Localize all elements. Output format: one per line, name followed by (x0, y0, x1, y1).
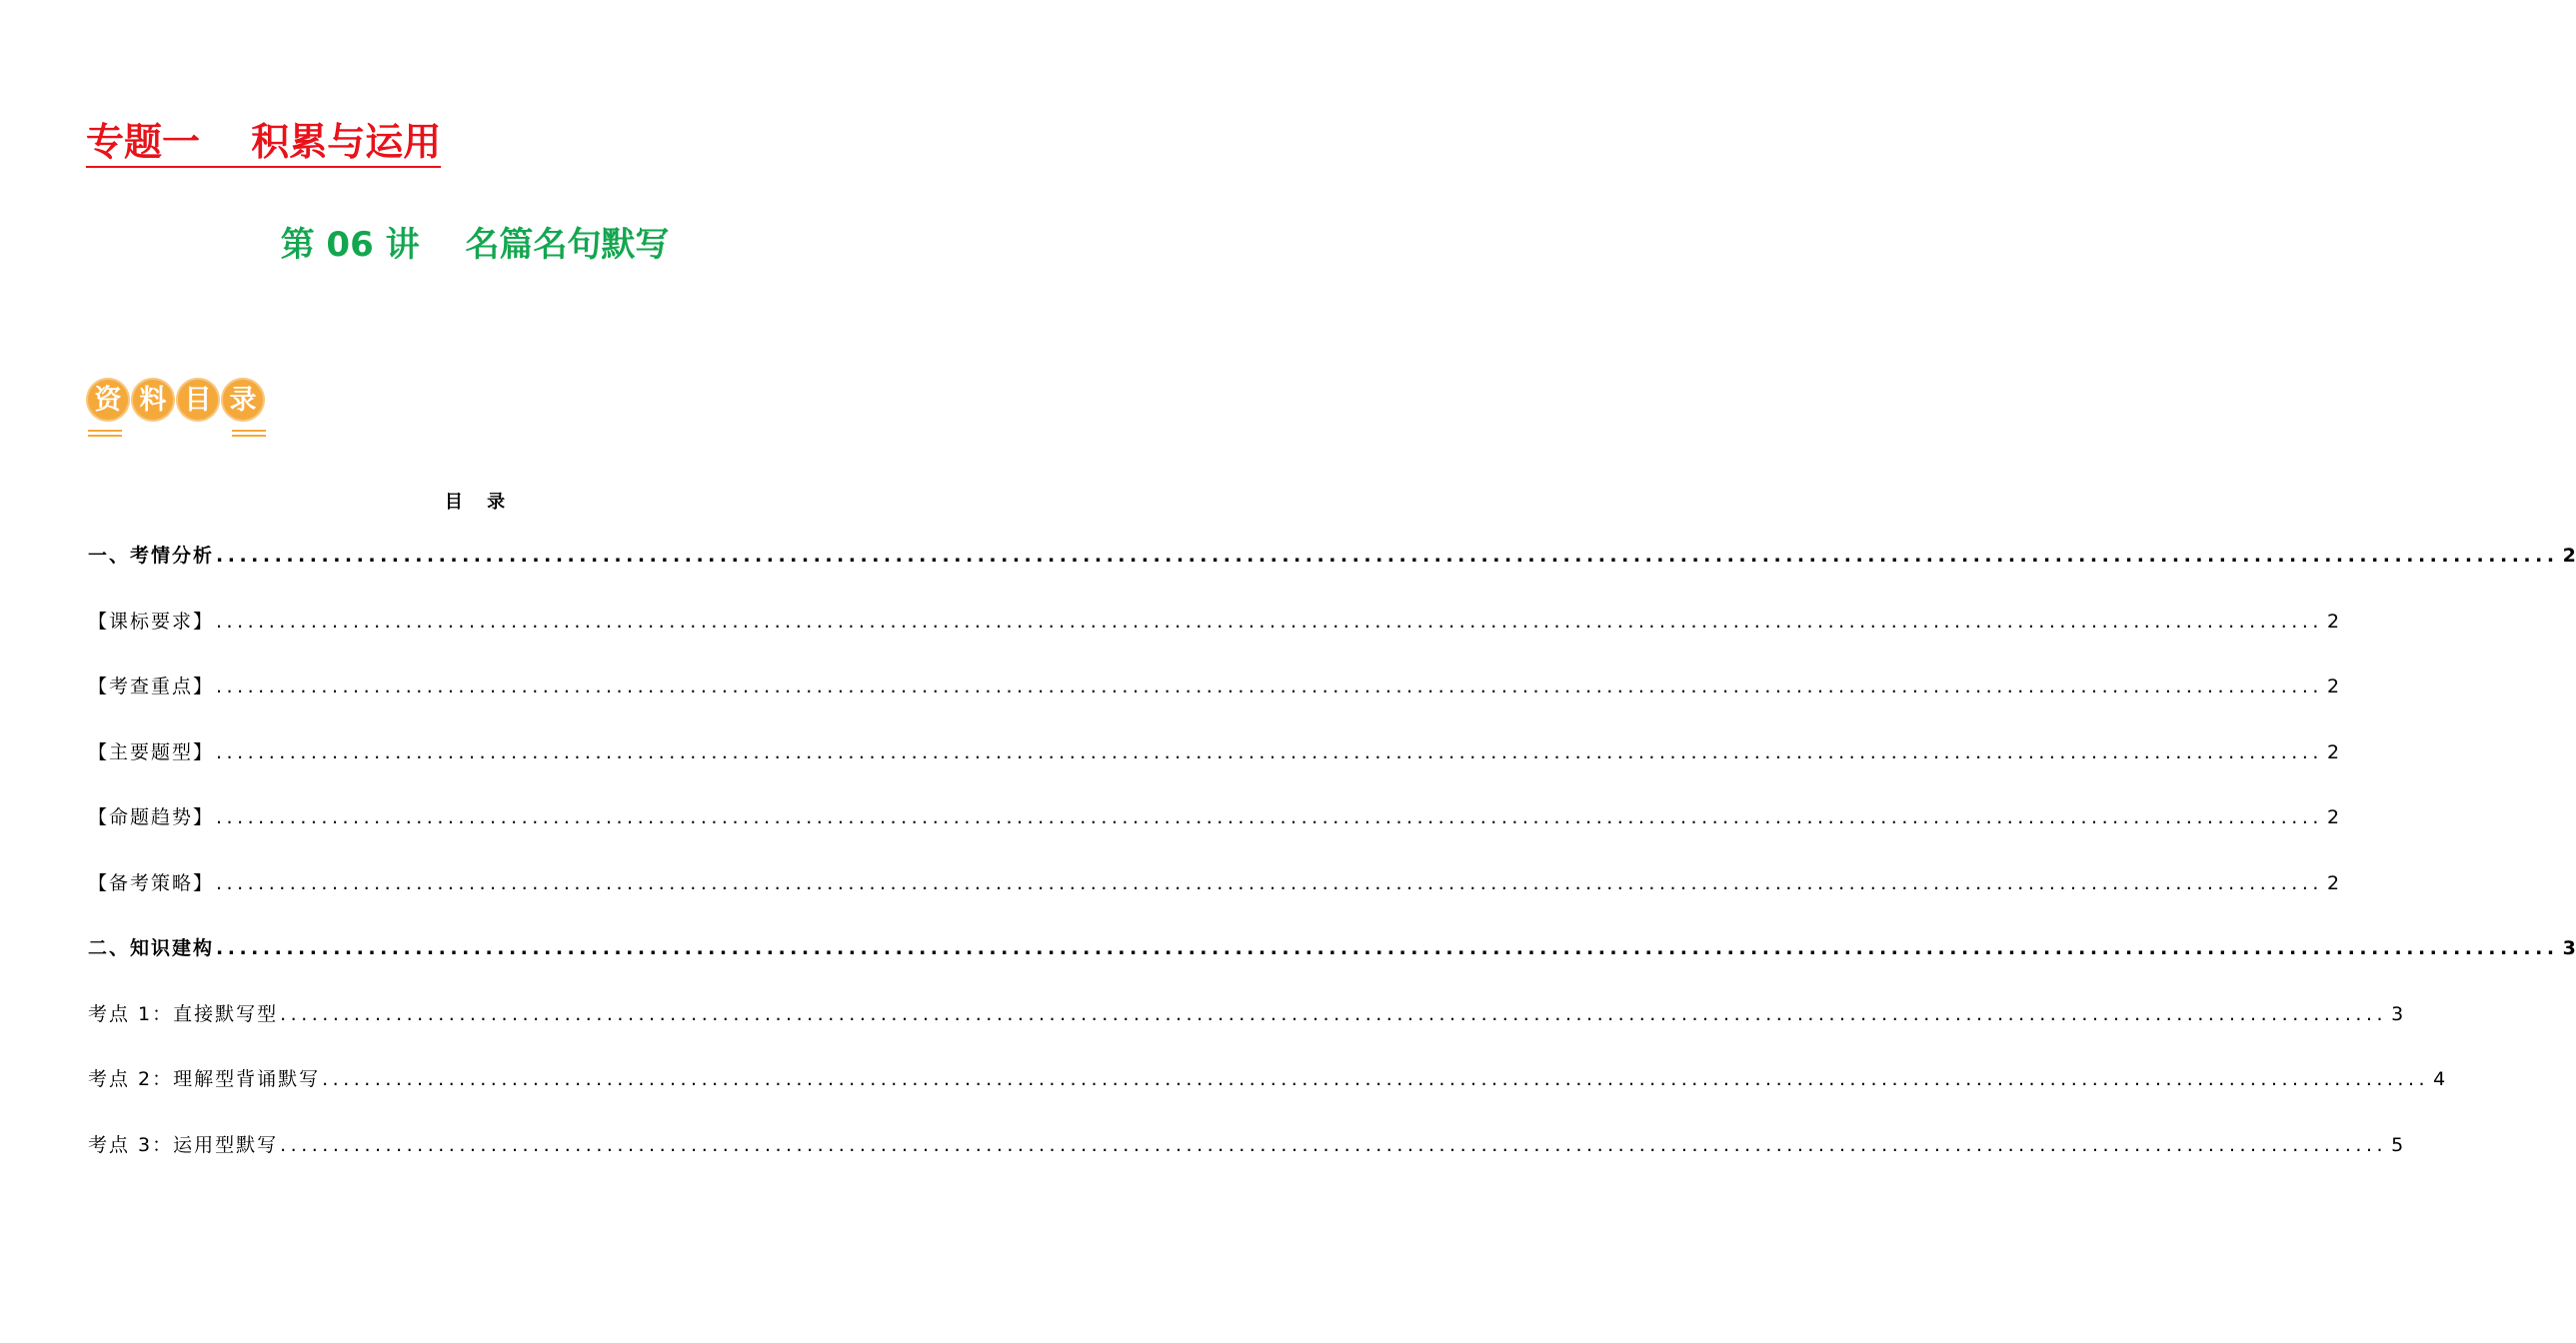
toc-entry[interactable] (88, 994, 2404, 1028)
toc-dot-leader: ........................................................................................................................................................................................................ (322, 1068, 2430, 1090)
toc-entry-label: 【备考策略】 (88, 872, 215, 894)
toc-entry-page: 2 (2326, 741, 2340, 763)
toc-dot-leader: ........................................................................................................................................................................................................ (216, 741, 2323, 763)
lecture-title: 第 06 讲 名篇名句默写 (280, 225, 670, 265)
toc-entry-page: 3 (2391, 1003, 2404, 1025)
badge-circles (86, 378, 266, 422)
toc-entry-page: 2 (2326, 806, 2340, 828)
toc-entry-page: 2 (2562, 545, 2576, 567)
toc-dot-leader: ........................................................................................................................................................................................................ (216, 937, 2559, 959)
toc-heading: 目 录 (444, 492, 506, 513)
toc-dot-leader: ........................................................................................................................................................................................................ (216, 611, 2323, 633)
badge-underline-left-2 (88, 435, 122, 437)
badge-char-2: 料 (131, 378, 175, 422)
toc-entry-label: 【考查重点】 (88, 675, 215, 697)
toc-entry[interactable] (88, 863, 2340, 897)
badge-char-1: 资 (86, 378, 130, 422)
toc-dot-leader: ........................................................................................................................................................................................................ (216, 675, 2323, 697)
toc-entry[interactable] (88, 667, 2340, 700)
contents-badge (86, 378, 276, 440)
toc-entry-label: 一、考情分析 (88, 545, 215, 567)
toc-entry[interactable] (88, 928, 2576, 962)
toc-entry-label: 【主要题型】 (88, 741, 215, 763)
toc-dot-leader: ........................................................................................................................................................................................................ (280, 1003, 2388, 1025)
topic-title: 专题一 积累与运用 (86, 118, 441, 168)
toc-entry-page: 2 (2326, 675, 2340, 697)
toc-entry-label: 考点 2：理解型背诵默写 (88, 1068, 321, 1090)
toc-entry-label: 二、知识建构 (88, 937, 215, 959)
toc-dot-leader: ........................................................................................................................................................................................................ (280, 1134, 2388, 1156)
toc-entry[interactable] (88, 732, 2340, 766)
toc-entry[interactable] (88, 536, 2576, 570)
toc-dot-leader: ........................................................................................................................................................................................................ (216, 806, 2323, 828)
toc-entry[interactable] (88, 1059, 2446, 1093)
toc-dot-leader: ........................................................................................................................................................................................................ (216, 545, 2559, 567)
badge-underline-right-2 (232, 435, 266, 437)
toc-entry-label: 【命题趋势】 (88, 806, 215, 828)
toc-dot-leader: ........................................................................................................................................................................................................ (216, 872, 2323, 894)
toc-entry[interactable] (88, 1125, 2404, 1159)
toc-entry[interactable] (88, 602, 2340, 636)
toc-entry-page: 3 (2562, 937, 2576, 959)
badge-underline-left-1 (88, 430, 122, 432)
toc-entry-page: 5 (2391, 1134, 2404, 1156)
toc-entry-label: 【课标要求】 (88, 611, 215, 633)
toc-entry-page: 4 (2433, 1068, 2446, 1090)
badge-char-3: 目 (176, 378, 220, 422)
toc-entry-page: 2 (2326, 872, 2340, 894)
badge-underline-right-1 (232, 430, 266, 432)
toc-entry-label: 考点 1：直接默写型 (88, 1003, 279, 1025)
toc-entry[interactable] (88, 797, 2340, 831)
badge-char-4: 录 (221, 378, 265, 422)
toc-entry-label: 考点 3：运用型默写 (88, 1134, 279, 1156)
toc-entry-page: 2 (2326, 611, 2340, 633)
